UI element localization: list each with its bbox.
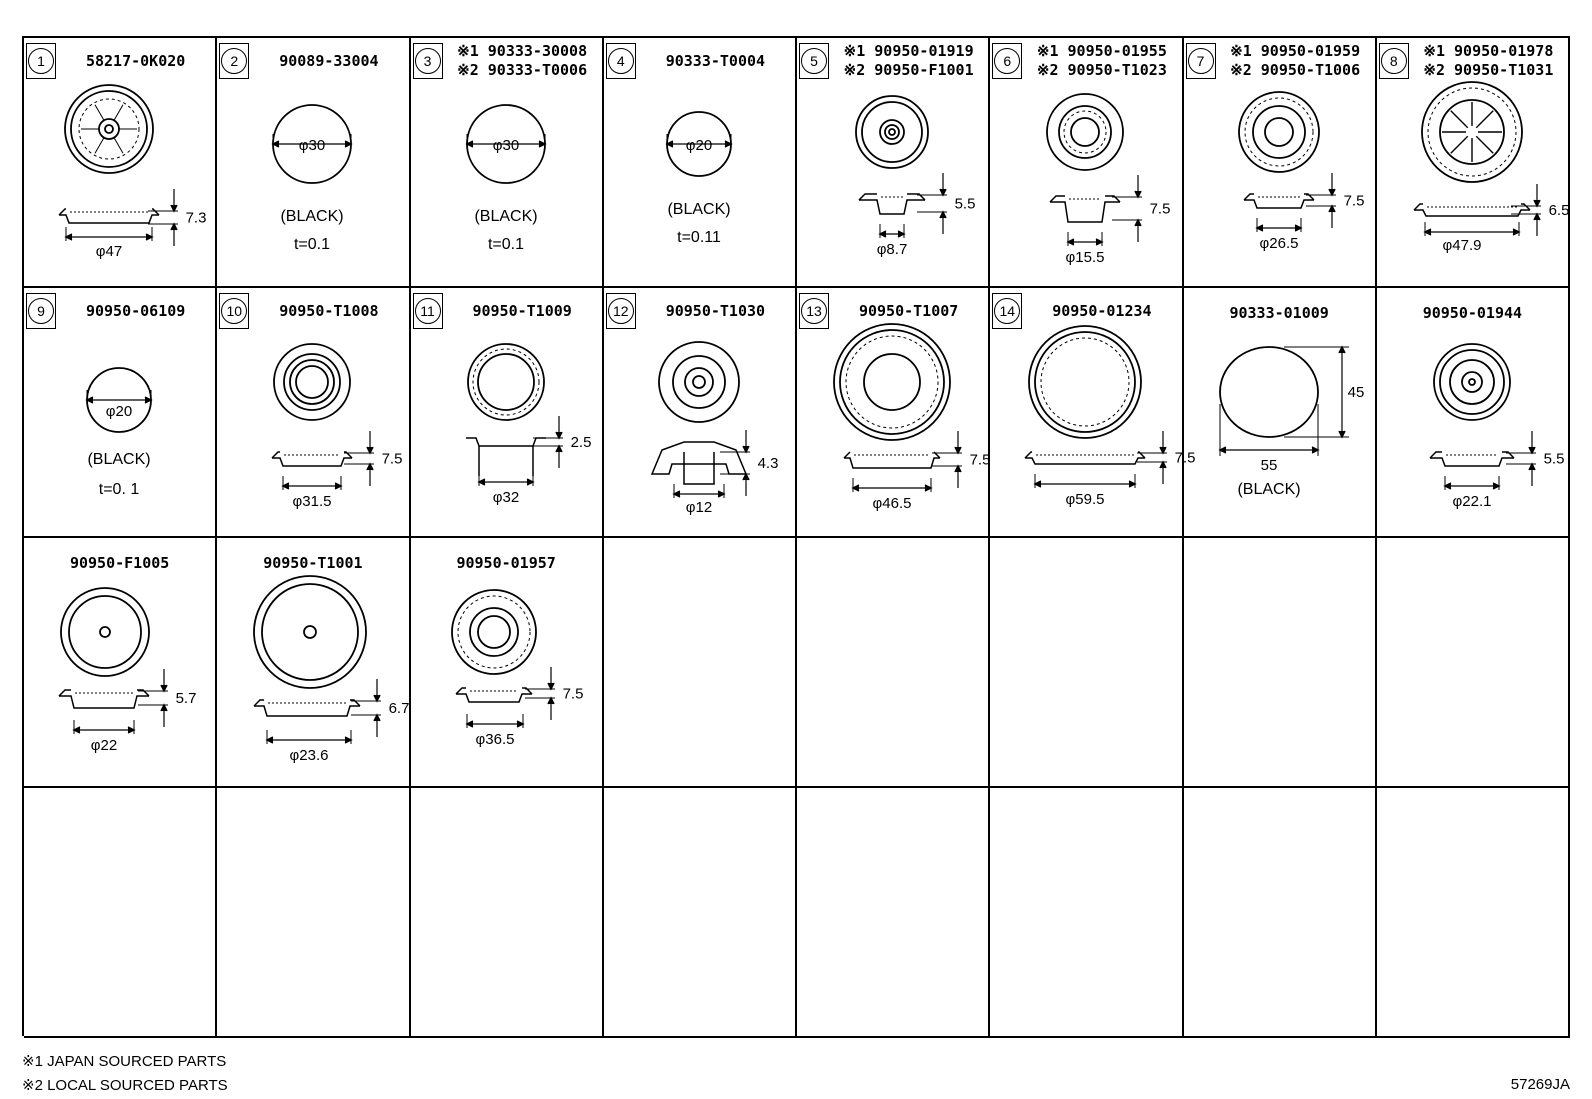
cell-3-drawing <box>411 84 601 284</box>
item-number: 13 <box>801 298 827 324</box>
empty-cell <box>797 538 990 788</box>
part-cell-6 <box>990 38 1183 288</box>
cell-8-diameter-dim: φ47.9 <box>1442 237 1482 254</box>
part-numbers <box>411 550 602 573</box>
part-numbers <box>56 52 215 71</box>
part-cell-16 <box>1377 288 1570 538</box>
part-numbers <box>1184 300 1375 323</box>
cell-12-height-dim: 4.3 <box>757 455 779 472</box>
cell-11-drawing <box>411 334 601 534</box>
cell-18-drawing <box>217 584 410 784</box>
item-number-badge <box>26 43 56 79</box>
part-header <box>990 38 1181 84</box>
cell-12-diameter-dim: φ12 <box>685 499 712 516</box>
part-numbers <box>1409 42 1568 80</box>
part-cell-12 <box>604 288 797 538</box>
part-number: 90089-33004 <box>279 51 379 70</box>
cell-3-diameter-dim: φ30 <box>492 137 519 154</box>
part-header <box>24 538 215 584</box>
item-number-badge <box>1186 43 1216 79</box>
part-number: 90950-T1008 <box>279 301 379 320</box>
item-number: 1 <box>28 48 54 74</box>
item-number: 9 <box>28 298 54 324</box>
part-numbers <box>1022 42 1181 80</box>
empty-cell <box>1377 788 1570 1038</box>
footnote-local-sourced: ※2 LOCAL SOURCED PARTS <box>22 1077 228 1094</box>
cell-4-drawing <box>604 84 794 284</box>
cell-16-height-dim: 5.5 <box>1543 450 1565 468</box>
part-number: ※2 90950-F1001 <box>843 61 974 79</box>
part-number: 90333-01009 <box>1229 303 1329 322</box>
cell-13-drawing <box>797 334 991 534</box>
cell-9-diameter-dim: φ20 <box>105 403 133 420</box>
cell-6-drawing <box>990 84 1180 284</box>
cell-15-color-note: (BLACK) <box>1236 481 1301 498</box>
empty-cell <box>604 538 797 788</box>
item-number: 7 <box>1188 48 1214 74</box>
cell-10-height-dim: 7.5 <box>381 450 403 468</box>
empty-cell <box>990 788 1183 1038</box>
part-number: ※1 90950-01955 <box>1036 42 1167 60</box>
footnote-japan-sourced: ※1 JAPAN SOURCED PARTS <box>22 1053 227 1070</box>
part-numbers <box>249 52 408 71</box>
part-numbers <box>24 550 215 573</box>
part-cell-18 <box>217 538 410 788</box>
cell-4-diameter-dim: φ20 <box>685 137 712 154</box>
part-number: 90950-T1001 <box>263 553 363 572</box>
empty-cell <box>1184 788 1377 1038</box>
cell-14-height-dim: 7.5 <box>1174 449 1196 467</box>
parts-grid <box>22 36 1570 1036</box>
cell-16-drawing <box>1377 334 1567 534</box>
part-header <box>217 38 408 84</box>
cell-17-drawing <box>24 584 214 784</box>
part-cell-2 <box>217 38 410 288</box>
cell-4-color-note: (BLACK) <box>667 201 731 218</box>
item-number: 14 <box>994 298 1020 324</box>
part-cell-4 <box>604 38 797 288</box>
part-numbers <box>56 302 215 321</box>
cell-19-diameter-dim: φ36.5 <box>475 731 514 748</box>
part-header <box>411 538 602 584</box>
item-number-badge <box>219 293 249 329</box>
item-number-badge <box>606 293 636 329</box>
part-number: ※1 90950-01919 <box>843 42 974 60</box>
cell-1-height-dim: 7.3 <box>185 209 207 227</box>
cell-2-diameter-dim: φ30 <box>299 137 326 154</box>
part-number: ※1 90950-01978 <box>1423 42 1554 60</box>
part-number: 90950-F1005 <box>69 553 170 572</box>
cell-1-diameter-dim: φ47 <box>95 243 123 260</box>
empty-cell <box>217 788 410 1038</box>
part-numbers <box>217 550 408 573</box>
empty-cell <box>797 788 990 1038</box>
part-number: ※2 90333-T0006 <box>457 61 588 79</box>
part-number: 90950-06109 <box>85 301 186 320</box>
item-number: 4 <box>608 48 634 74</box>
item-number: 11 <box>415 298 441 324</box>
cell-18-diameter-dim: φ23.6 <box>289 747 329 764</box>
cell-2-thickness-note: t=0.1 <box>294 236 331 253</box>
part-number: ※1 90333-30008 <box>457 42 588 60</box>
cell-12-drawing <box>604 334 794 534</box>
part-header <box>411 288 602 334</box>
cell-18-height-dim: 6.7 <box>388 700 410 717</box>
item-number: 3 <box>415 48 441 74</box>
cell-19-height-dim: 7.5 <box>562 685 583 703</box>
part-number: ※2 90950-T1031 <box>1423 61 1554 79</box>
item-number-badge <box>992 43 1022 79</box>
item-number-badge <box>799 43 829 79</box>
cell-2-color-note: (BLACK) <box>280 208 344 225</box>
cell-16-diameter-dim: φ22.1 <box>1452 493 1492 510</box>
cell-8-drawing <box>1377 84 1570 284</box>
empty-cell <box>411 788 604 1038</box>
part-number: 90950-T1009 <box>472 301 572 320</box>
part-numbers <box>1022 302 1181 321</box>
part-number: 90950-01234 <box>1052 301 1152 320</box>
part-header <box>604 288 795 334</box>
part-number: 90950-T1007 <box>858 301 959 320</box>
part-header <box>411 38 602 84</box>
cell-9-color-note: (BLACK) <box>87 451 151 468</box>
cell-15-width-dim: 55 <box>1260 457 1277 474</box>
part-cell-13 <box>797 288 990 538</box>
part-number: 90950-01944 <box>1422 303 1523 322</box>
cell-14-drawing <box>990 334 1196 534</box>
cell-5-height-dim: 5.5 <box>954 195 976 213</box>
part-number: ※1 90950-01959 <box>1230 42 1361 60</box>
cell-10-drawing <box>217 334 407 534</box>
diagram-code: 57269JA <box>1510 1076 1570 1093</box>
item-number-badge <box>219 43 249 79</box>
cell-2-drawing <box>217 84 407 284</box>
part-header <box>990 288 1181 334</box>
empty-cell <box>24 788 217 1038</box>
part-cell-19 <box>411 538 604 788</box>
item-number: 6 <box>994 48 1020 74</box>
part-cell-1 <box>24 38 217 288</box>
cell-3-color-note: (BLACK) <box>473 208 538 225</box>
cell-19-drawing <box>411 584 601 784</box>
cell-9-thickness-note: t=0. 1 <box>98 481 140 498</box>
part-header <box>24 288 215 334</box>
part-number: ※2 90950-T1006 <box>1230 61 1361 79</box>
item-number: 10 <box>221 298 247 324</box>
cell-10-diameter-dim: φ31.5 <box>292 493 332 510</box>
cell-6-diameter-dim: φ15.5 <box>1065 249 1105 266</box>
cell-5-drawing <box>797 84 987 284</box>
cell-7-drawing <box>1184 84 1374 284</box>
part-numbers <box>249 302 408 321</box>
part-numbers <box>636 302 795 321</box>
cell-9-drawing <box>24 334 214 534</box>
part-number: 58217-0K020 <box>85 51 186 70</box>
cell-13-height-dim: 7.5 <box>969 451 991 469</box>
empty-cell <box>990 538 1183 788</box>
cell-4-thickness-note: t=0.11 <box>676 229 721 246</box>
item-number-badge <box>992 293 1022 329</box>
cell-8-height-dim: 6.5 <box>1548 202 1570 219</box>
part-number: 90950-T1030 <box>665 301 766 320</box>
part-numbers <box>636 52 795 71</box>
part-numbers <box>829 302 988 321</box>
item-number-badge <box>1379 43 1409 79</box>
part-cell-9 <box>24 288 217 538</box>
part-number: 90950-01957 <box>456 553 556 572</box>
part-header <box>24 38 215 84</box>
cell-3-thickness-note: t=0.1 <box>487 236 524 253</box>
empty-cell <box>1377 538 1570 788</box>
part-header <box>217 288 408 334</box>
part-numbers <box>1377 300 1568 323</box>
cell-17-height-dim: 5.7 <box>175 690 197 707</box>
part-cell-5 <box>797 38 990 288</box>
item-number: 8 <box>1381 48 1407 74</box>
item-number-badge <box>413 293 443 329</box>
part-cell-10 <box>217 288 410 538</box>
item-number-badge <box>26 293 56 329</box>
part-cell-15 <box>1184 288 1377 538</box>
cell-7-height-dim: 7.5 <box>1343 192 1364 210</box>
item-number: 2 <box>221 48 247 74</box>
cell-1-drawing <box>24 84 214 284</box>
part-number: 90333-T0004 <box>665 51 766 70</box>
part-cell-3 <box>411 38 604 288</box>
item-number-badge <box>413 43 443 79</box>
cell-6-height-dim: 7.5 <box>1149 200 1171 218</box>
part-cell-17 <box>24 538 217 788</box>
empty-cell <box>1184 538 1377 788</box>
part-header <box>797 288 988 334</box>
part-header <box>217 538 408 584</box>
item-number: 5 <box>801 48 827 74</box>
cell-14-diameter-dim: φ59.5 <box>1065 491 1105 508</box>
cell-7-diameter-dim: φ26.5 <box>1259 235 1298 252</box>
part-numbers <box>1216 42 1375 80</box>
part-numbers <box>443 302 602 321</box>
part-cell-7 <box>1184 38 1377 288</box>
part-cell-14 <box>990 288 1196 538</box>
part-numbers <box>443 42 602 80</box>
cell-11-diameter-dim: φ32 <box>492 489 519 506</box>
cell-15-height-dim: 45 <box>1347 384 1364 401</box>
part-header <box>1184 288 1375 334</box>
part-cell-11 <box>411 288 604 538</box>
cell-11-height-dim: 2.5 <box>570 434 591 451</box>
cell-13-diameter-dim: φ46.5 <box>872 495 912 512</box>
part-header <box>1377 38 1568 84</box>
cell-17-diameter-dim: φ22 <box>90 737 118 754</box>
part-header <box>1377 288 1568 334</box>
item-number-badge <box>799 293 829 329</box>
cell-15-drawing <box>1184 334 1374 534</box>
empty-cell <box>604 788 797 1038</box>
part-header <box>797 38 988 84</box>
part-header <box>1184 38 1375 84</box>
item-number: 12 <box>608 298 634 324</box>
part-number: ※2 90950-T1023 <box>1036 61 1167 79</box>
item-number-badge <box>606 43 636 79</box>
part-cell-8 <box>1377 38 1570 288</box>
part-header <box>604 38 795 84</box>
cell-5-diameter-dim: φ8.7 <box>876 241 908 258</box>
part-numbers <box>829 42 988 80</box>
